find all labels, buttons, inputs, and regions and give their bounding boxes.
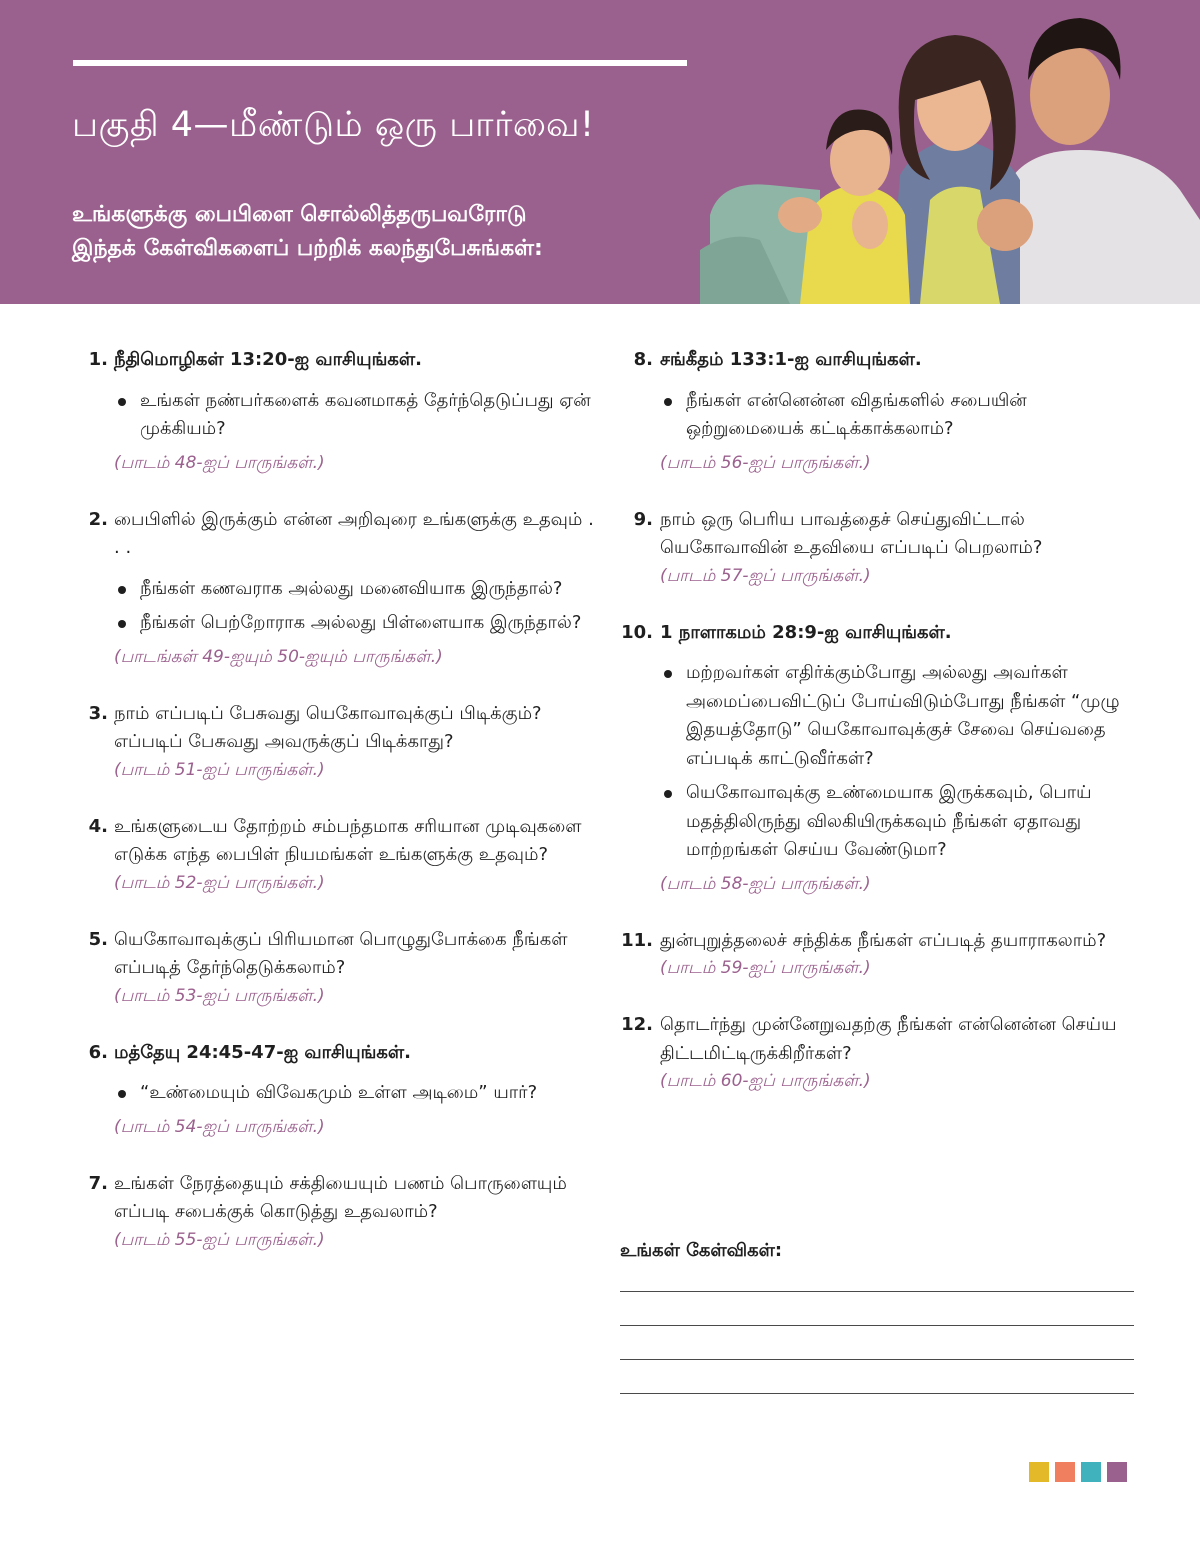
question-text: யெகோவாவுக்குப் பிரியமான பொழுதுபோக்கை நீங்கள் எப்படித் தேர்ந்தெடுக்கலாம்? [114, 928, 568, 978]
bullet-item: மற்றவர்கள் எதிர்க்கும்போது அல்லது அவர்கள் அமைப்பைவிட்டுப் போய்விடும்போது நீங்கள் “முழு இதயத்தோடு” யெகோவாவுக்குச் சேவை செய்வதை எப்படிக் காட்டுவீர்கள்? [660, 659, 1145, 773]
bullet-item: உங்கள் நண்பர்களைக் கவனமாகத் தேர்ந்தெடுப்பது ஏன் முக்கியம்? [114, 387, 600, 444]
question-item [80, 346, 600, 476]
question-number: 5. [88, 928, 108, 950]
color-square [1081, 1462, 1101, 1482]
question-number: 4. [88, 815, 108, 837]
answer-line[interactable] [620, 1393, 1134, 1394]
question-text: சங்கீதம் 133:1-ஐ வாசியுங்கள். [660, 349, 922, 370]
subtitle-line-1: உங்களுக்கு பைபிளை சொல்லித்தருபவரோடு [72, 202, 527, 227]
questions-right-column [615, 346, 1145, 1124]
header-rule [73, 60, 687, 66]
question-item [80, 1039, 600, 1140]
question-bullets [660, 387, 1145, 444]
question-number: 2. [88, 508, 108, 530]
question-text: நீதிமொழிகள் 13:20-ஐ வாசியுங்கள். [114, 349, 422, 370]
lesson-reference: (பாடம் 51-ஐப் பாருங்கள்.) [114, 759, 325, 780]
lesson-reference: (பாடம் 57-ஐப் பாருங்கள்.) [660, 565, 871, 586]
question-text: துன்புறுத்தலைச் சந்திக்க நீங்கள் எப்படித் தயாராகலாம்? [660, 929, 1107, 951]
question-item [80, 506, 600, 670]
answer-line[interactable] [620, 1291, 1134, 1292]
family-praying-illustration [700, 0, 1200, 304]
question-number: 8. [633, 349, 653, 370]
question-item [615, 506, 1145, 589]
color-squares [1029, 1462, 1127, 1482]
bullet-item: யெகோவாவுக்கு உண்மையாக இருக்கவும், பொய் மதத்திலிருந்து விலகியிருக்கவும் நீங்கள் ஏதாவது மாற்றங்கள் செய்ய வேண்டுமா? [660, 779, 1145, 865]
answer-line[interactable] [620, 1359, 1134, 1360]
question-text: மத்தேயு 24:45-47-ஐ வாசியுங்கள். [114, 1041, 411, 1063]
question-item [615, 346, 1145, 476]
lesson-reference: (பாடம் 53-ஐப் பாருங்கள்.) [114, 985, 325, 1006]
lesson-reference: (பாடம் 54-ஐப் பாருங்கள்.) [114, 1116, 325, 1137]
color-square [1029, 1462, 1049, 1482]
page-subtitle [72, 198, 712, 266]
question-item [615, 619, 1145, 897]
question-number: 12. [621, 1014, 653, 1035]
question-text: உங்கள் நேரத்தையும் சக்தியையும் பணம் பொருளையும் எப்படி சபைக்குக் கொடுத்து உதவலாம்? [114, 1172, 567, 1222]
question-number: 11. [621, 929, 653, 951]
lesson-reference: (பாடம் 52-ஐப் பாருங்கள்.) [114, 872, 325, 893]
question-number: 1. [88, 349, 108, 370]
lesson-reference: (பாடம் 59-ஐப் பாருங்கள்.) [660, 958, 871, 978]
question-number: 6. [88, 1041, 108, 1063]
question-number: 7. [88, 1172, 108, 1194]
question-text: தொடர்ந்து முன்னேறுவதற்கு நீங்கள் என்னென்ன செய்ய திட்டமிட்டிருக்கிறீர்கள்? [660, 1014, 1117, 1064]
your-questions-section [620, 1240, 1134, 1427]
question-bullets [114, 1079, 600, 1108]
question-number: 3. [88, 702, 108, 724]
subtitle-line-2: இந்தக் கேள்விகளைப் பற்றிக் கலந்துபேசுங்கள்: [72, 236, 543, 261]
question-text: நாம் ஒரு பெரிய பாவத்தைச் செய்துவிட்டால் யெகோவாவின் உதவியை எப்படிப் பெறலாம்? [660, 508, 1043, 558]
questions-left-column [80, 346, 600, 1283]
color-square [1055, 1462, 1075, 1482]
question-item [615, 1011, 1145, 1094]
header-banner [0, 0, 1200, 304]
lesson-reference: (பாடம் 55-ஐப் பாருங்கள்.) [114, 1229, 325, 1250]
page-title: பகுதி 4—மீண்டும் ஒரு பார்வை! [72, 105, 595, 145]
your-questions-title: உங்கள் கேள்விகள்: [620, 1240, 783, 1261]
question-item [80, 926, 600, 1009]
question-item [80, 700, 600, 783]
question-text: பைபிளில் இருக்கும் என்ன அறிவுரை உங்களுக்கு உதவும் . . . [114, 508, 594, 558]
question-number: 10. [621, 621, 653, 643]
lesson-reference: (பாடம் 60-ஐப் பாருங்கள்.) [660, 1071, 871, 1091]
question-bullets [114, 387, 600, 444]
question-bullets [660, 659, 1145, 865]
question-number: 9. [633, 508, 653, 530]
question-item [80, 813, 600, 896]
question-bullets [114, 575, 600, 638]
question-text: நாம் எப்படிப் பேசுவது யெகோவாவுக்குப் பிடிக்கும்? எப்படிப் பேசுவது அவருக்குப் பிடிக்காது? [114, 702, 542, 752]
question-text: 1 நாளாகமம் 28:9-ஐ வாசியுங்கள். [660, 621, 952, 643]
question-item [615, 927, 1145, 982]
bullet-item: “உண்மையும் விவேகமும் உள்ள அடிமை” யார்? [114, 1079, 600, 1108]
answer-line[interactable] [620, 1325, 1134, 1326]
question-item [80, 1170, 600, 1253]
question-text: உங்களுடைய தோற்றம் சம்பந்தமாக சரியான முடிவுகளை எடுக்க எந்த பைபிள் நியமங்கள் உங்களுக்கு உதவும்? [114, 815, 582, 865]
lesson-reference: (பாடம் 48-ஐப் பாருங்கள்.) [114, 452, 325, 473]
bullet-item: நீங்கள் கணவராக அல்லது மனைவியாக இருந்தால்? [114, 575, 600, 604]
lesson-reference: (பாடம் 56-ஐப் பாருங்கள்.) [660, 452, 871, 473]
lesson-reference: (பாடம் 58-ஐப் பாருங்கள்.) [660, 873, 871, 894]
color-square [1107, 1462, 1127, 1482]
bullet-item: நீங்கள் பெற்றோராக அல்லது பிள்ளையாக இருந்தால்? [114, 609, 600, 638]
bullet-item: நீங்கள் என்னென்ன விதங்களில் சபையின் ஒற்றுமையைக் கட்டிக்காக்கலாம்? [660, 387, 1145, 444]
lesson-reference: (பாடங்கள் 49-ஐயும் 50-ஐயும் பாருங்கள்.) [114, 646, 443, 667]
